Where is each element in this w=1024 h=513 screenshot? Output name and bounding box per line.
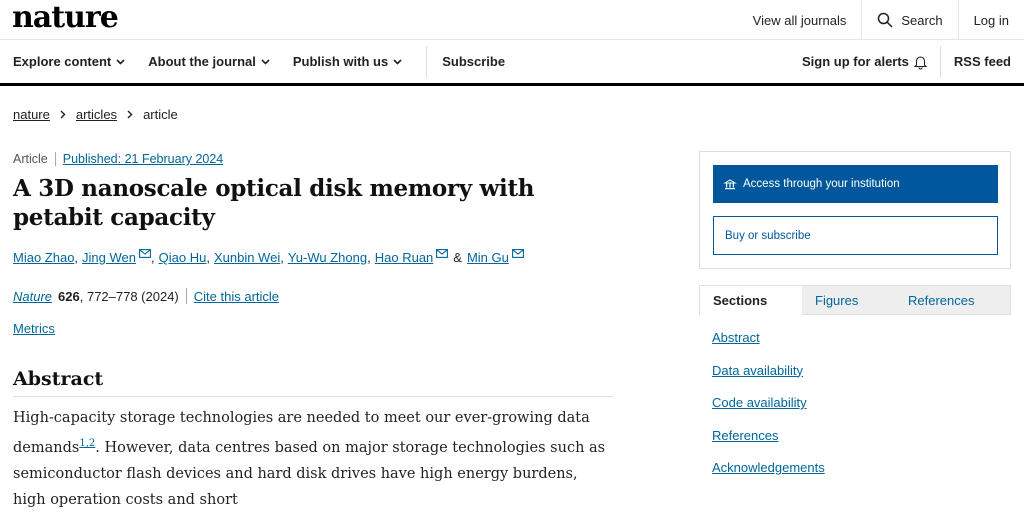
section-links bbox=[712, 330, 825, 493]
author-separator: , bbox=[367, 250, 371, 265]
chevron-down-icon bbox=[261, 59, 270, 65]
tab-references[interactable]: References bbox=[908, 293, 975, 308]
tab-figures[interactable]: Figures bbox=[815, 293, 859, 308]
search-label: Search bbox=[901, 12, 943, 28]
explore-content-label: Explore content bbox=[13, 54, 112, 69]
author-ampersand: & bbox=[453, 250, 462, 265]
breadcrumb bbox=[13, 107, 178, 122]
breadcrumb-current: article bbox=[143, 107, 178, 122]
mail-icon[interactable] bbox=[436, 249, 448, 258]
article-meta bbox=[13, 152, 223, 166]
breadcrumb-nature[interactable]: nature bbox=[13, 107, 50, 122]
pages-year: , 772–778 (2024) bbox=[79, 288, 179, 304]
publish-with-us-menu[interactable] bbox=[280, 54, 402, 69]
access-box bbox=[699, 151, 1011, 269]
citation-line bbox=[13, 288, 279, 304]
section-link-abstract[interactable]: Abstract bbox=[712, 330, 760, 345]
access-institution-label: Access through your institution bbox=[743, 178, 900, 190]
search-button[interactable] bbox=[861, 0, 957, 40]
author-link[interactable]: Min Gu bbox=[466, 250, 509, 265]
citation-divider bbox=[186, 288, 187, 304]
mail-icon[interactable] bbox=[512, 249, 524, 258]
mail-icon[interactable] bbox=[139, 249, 151, 258]
author-link[interactable]: Hao Ruan bbox=[374, 250, 434, 265]
nature-logo[interactable]: nature bbox=[12, 0, 118, 35]
chevron-down-icon bbox=[116, 59, 125, 65]
article-title: A 3D nanoscale optical disk memory with petabit capacity bbox=[13, 175, 535, 231]
buy-subscribe-button[interactable]: Buy or subscribe bbox=[713, 216, 998, 255]
author-separator: , bbox=[280, 250, 284, 265]
chevron-down-icon bbox=[393, 59, 402, 65]
about-journal-label: About the journal bbox=[148, 54, 256, 69]
breadcrumb-articles[interactable]: articles bbox=[75, 107, 118, 122]
author-link[interactable]: Jing Wen bbox=[82, 250, 137, 265]
bell-icon bbox=[914, 55, 927, 69]
article-type: Article bbox=[13, 152, 56, 166]
author-separator: , bbox=[206, 250, 210, 265]
author-link[interactable]: Miao Zhao bbox=[13, 250, 75, 265]
main-nav bbox=[0, 40, 1024, 86]
institution-icon bbox=[724, 179, 736, 190]
metrics-link[interactable]: Metrics bbox=[13, 321, 55, 336]
journal-name[interactable]: Nature bbox=[13, 288, 53, 304]
access-institution-button[interactable] bbox=[713, 165, 998, 203]
section-link-code-availability[interactable]: Code availability bbox=[712, 395, 807, 410]
author-link[interactable]: Xunbin Wei bbox=[213, 250, 281, 265]
publish-label: Publish with us bbox=[292, 54, 389, 69]
abstract-heading: Abstract bbox=[13, 368, 613, 397]
author-link[interactable]: Yu-Wu Zhong bbox=[287, 250, 368, 265]
login-link[interactable]: Log in bbox=[958, 0, 1024, 40]
top-nav bbox=[738, 0, 1024, 40]
abstract-text bbox=[13, 405, 613, 513]
view-all-journals-link[interactable]: View all journals bbox=[752, 12, 847, 28]
alerts-label: Sign up for alerts bbox=[802, 54, 909, 69]
sidebar-tabs bbox=[699, 285, 1011, 315]
volume: 626 bbox=[58, 288, 80, 304]
subscribe-link[interactable]: Subscribe bbox=[442, 54, 506, 69]
rss-feed-link[interactable]: RSS feed bbox=[953, 54, 1011, 69]
reference-link[interactable]: 1,2 bbox=[79, 438, 96, 449]
section-link-references[interactable]: References bbox=[712, 427, 779, 443]
author-link[interactable]: Qiao Hu bbox=[158, 250, 207, 265]
abstract-text-part2: . However, data centres based on major storage technologies such as semiconductor flash devices and hard disk drives have high energy burdens, high operation costs and short bbox=[13, 439, 606, 508]
abstract-text-part1: High-capacity storage technologies are needed to meet our ever-growing data demands bbox=[13, 410, 590, 456]
author-separator: , bbox=[74, 250, 79, 265]
sign-up-alerts-link[interactable] bbox=[789, 54, 940, 69]
chevron-right-icon bbox=[127, 110, 133, 119]
cite-article-link[interactable]: Cite this article bbox=[193, 288, 280, 304]
nav-divider bbox=[426, 46, 427, 78]
author-list bbox=[13, 250, 524, 265]
section-link-data-availability[interactable]: Data availability bbox=[712, 362, 804, 378]
explore-content-menu[interactable] bbox=[0, 54, 125, 69]
published-date-link[interactable]: Published: 21 February 2024 bbox=[62, 152, 224, 166]
top-bar bbox=[0, 0, 1024, 40]
author-separator: , bbox=[151, 250, 155, 265]
search-icon bbox=[877, 12, 893, 28]
chevron-right-icon bbox=[60, 110, 66, 119]
section-link-acknowledgements[interactable]: Acknowledgements bbox=[712, 460, 825, 475]
tab-sections[interactable]: Sections bbox=[700, 286, 802, 315]
about-journal-menu[interactable] bbox=[135, 54, 270, 69]
